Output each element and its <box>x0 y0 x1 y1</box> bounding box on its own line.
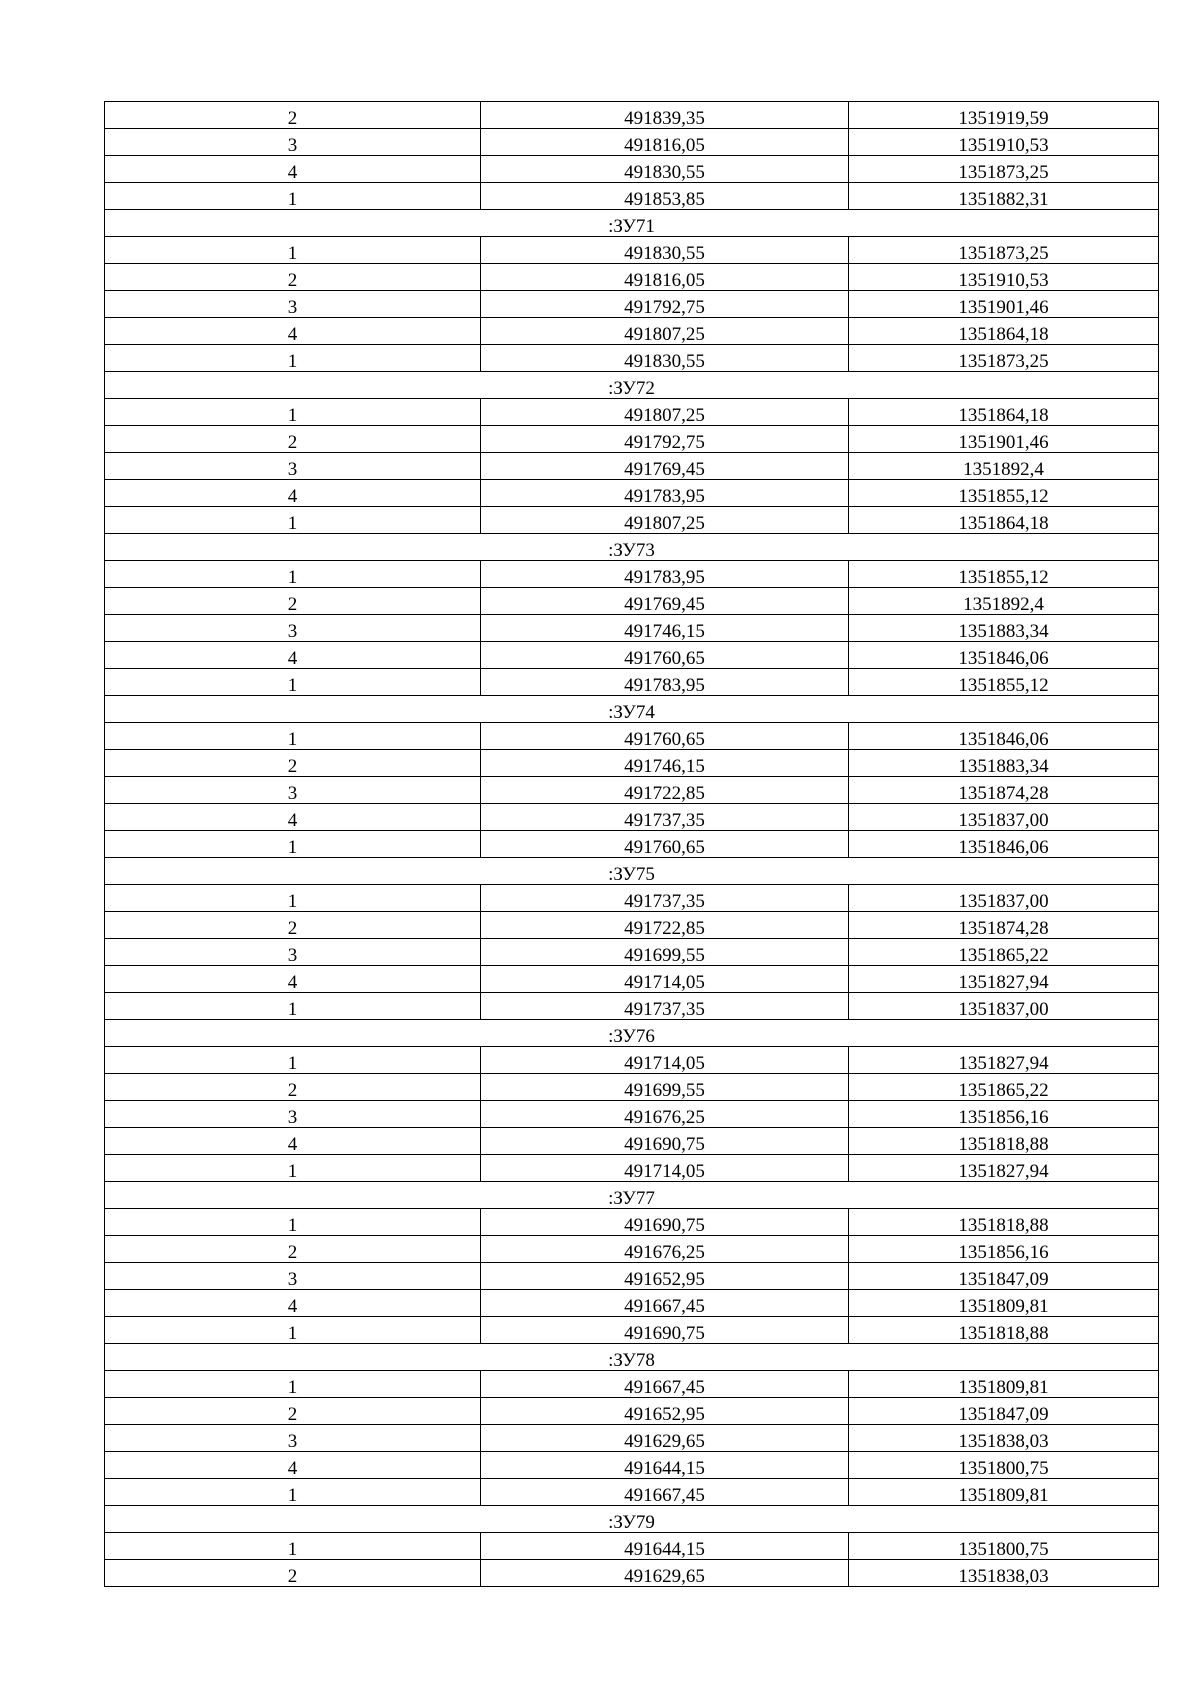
y-coordinate-cell: 1351846,06 <box>849 723 1159 750</box>
table-row <box>105 1398 1159 1425</box>
table-row <box>105 1290 1159 1317</box>
point-number-cell: 2 <box>105 264 481 291</box>
y-coordinate-cell: 1351838,03 <box>849 1560 1159 1587</box>
table-row <box>105 1236 1159 1263</box>
x-coordinate-cell: 491690,75 <box>481 1209 849 1236</box>
table-row <box>105 723 1159 750</box>
x-coordinate-cell: 491676,25 <box>481 1101 849 1128</box>
x-coordinate-cell: 491760,65 <box>481 723 849 750</box>
point-number-cell: 3 <box>105 939 481 966</box>
x-coordinate-cell: 491760,65 <box>481 642 849 669</box>
x-coordinate-cell: 491769,45 <box>481 453 849 480</box>
table-row <box>105 1452 1159 1479</box>
y-coordinate-cell: 1351864,18 <box>849 507 1159 534</box>
coordinates-table-body <box>105 102 1159 1587</box>
x-coordinate-cell: 491746,15 <box>481 615 849 642</box>
point-number-cell: 2 <box>105 912 481 939</box>
point-number-cell: 4 <box>105 804 481 831</box>
y-coordinate-cell: 1351818,88 <box>849 1128 1159 1155</box>
x-coordinate-cell: 491830,55 <box>481 156 849 183</box>
point-number-cell: 1 <box>105 183 481 210</box>
table-row <box>105 399 1159 426</box>
y-coordinate-cell: 1351874,28 <box>849 912 1159 939</box>
x-coordinate-cell: 491760,65 <box>481 831 849 858</box>
table-row <box>105 885 1159 912</box>
table-row <box>105 561 1159 588</box>
point-number-cell: 3 <box>105 453 481 480</box>
y-coordinate-cell: 1351910,53 <box>849 129 1159 156</box>
x-coordinate-cell: 491853,85 <box>481 183 849 210</box>
parcel-label: :ЗУ76 <box>105 1020 1159 1047</box>
y-coordinate-cell: 1351856,16 <box>849 1236 1159 1263</box>
x-coordinate-cell: 491839,35 <box>481 102 849 129</box>
x-coordinate-cell: 491644,15 <box>481 1533 849 1560</box>
point-number-cell: 1 <box>105 561 481 588</box>
y-coordinate-cell: 1351827,94 <box>849 1047 1159 1074</box>
y-coordinate-cell: 1351919,59 <box>849 102 1159 129</box>
y-coordinate-cell: 1351855,12 <box>849 669 1159 696</box>
point-number-cell: 1 <box>105 1371 481 1398</box>
x-coordinate-cell: 491714,05 <box>481 1047 849 1074</box>
table-row <box>105 966 1159 993</box>
point-number-cell: 1 <box>105 237 481 264</box>
table-row <box>105 183 1159 210</box>
section-header-row <box>105 858 1159 885</box>
x-coordinate-cell: 491746,15 <box>481 750 849 777</box>
y-coordinate-cell: 1351818,88 <box>849 1317 1159 1344</box>
point-number-cell: 1 <box>105 399 481 426</box>
point-number-cell: 1 <box>105 723 481 750</box>
x-coordinate-cell: 491737,35 <box>481 885 849 912</box>
table-row <box>105 1128 1159 1155</box>
point-number-cell: 1 <box>105 1317 481 1344</box>
x-coordinate-cell: 491699,55 <box>481 1074 849 1101</box>
point-number-cell: 1 <box>105 885 481 912</box>
point-number-cell: 2 <box>105 426 481 453</box>
point-number-cell: 4 <box>105 1290 481 1317</box>
section-header-row <box>105 534 1159 561</box>
table-row <box>105 1317 1159 1344</box>
x-coordinate-cell: 491807,25 <box>481 399 849 426</box>
parcel-label: :ЗУ79 <box>105 1506 1159 1533</box>
x-coordinate-cell: 491667,45 <box>481 1371 849 1398</box>
point-number-cell: 3 <box>105 777 481 804</box>
section-header-row <box>105 1506 1159 1533</box>
table-row <box>105 939 1159 966</box>
table-row <box>105 1560 1159 1587</box>
x-coordinate-cell: 491807,25 <box>481 318 849 345</box>
y-coordinate-cell: 1351883,34 <box>849 615 1159 642</box>
table-row <box>105 480 1159 507</box>
y-coordinate-cell: 1351846,06 <box>849 642 1159 669</box>
parcel-label: :ЗУ75 <box>105 858 1159 885</box>
x-coordinate-cell: 491792,75 <box>481 291 849 318</box>
x-coordinate-cell: 491629,65 <box>481 1560 849 1587</box>
table-row <box>105 426 1159 453</box>
y-coordinate-cell: 1351837,00 <box>849 804 1159 831</box>
y-coordinate-cell: 1351873,25 <box>849 156 1159 183</box>
point-number-cell: 1 <box>105 1533 481 1560</box>
point-number-cell: 2 <box>105 102 481 129</box>
y-coordinate-cell: 1351873,25 <box>849 237 1159 264</box>
y-coordinate-cell: 1351865,22 <box>849 939 1159 966</box>
section-header-row <box>105 1344 1159 1371</box>
y-coordinate-cell: 1351864,18 <box>849 399 1159 426</box>
section-header-row <box>105 1182 1159 1209</box>
section-header-row <box>105 696 1159 723</box>
x-coordinate-cell: 491737,35 <box>481 993 849 1020</box>
table-row <box>105 507 1159 534</box>
y-coordinate-cell: 1351847,09 <box>849 1263 1159 1290</box>
point-number-cell: 1 <box>105 831 481 858</box>
x-coordinate-cell: 491783,95 <box>481 480 849 507</box>
x-coordinate-cell: 491652,95 <box>481 1398 849 1425</box>
section-header-row <box>105 1020 1159 1047</box>
parcel-label: :ЗУ71 <box>105 210 1159 237</box>
y-coordinate-cell: 1351837,00 <box>849 885 1159 912</box>
x-coordinate-cell: 491690,75 <box>481 1128 849 1155</box>
x-coordinate-cell: 491783,95 <box>481 669 849 696</box>
y-coordinate-cell: 1351892,4 <box>849 588 1159 615</box>
table-row <box>105 831 1159 858</box>
parcel-label: :ЗУ77 <box>105 1182 1159 1209</box>
point-number-cell: 1 <box>105 1047 481 1074</box>
point-number-cell: 1 <box>105 507 481 534</box>
table-row <box>105 1533 1159 1560</box>
y-coordinate-cell: 1351809,81 <box>849 1290 1159 1317</box>
x-coordinate-cell: 491667,45 <box>481 1290 849 1317</box>
point-number-cell: 4 <box>105 642 481 669</box>
y-coordinate-cell: 1351873,25 <box>849 345 1159 372</box>
point-number-cell: 2 <box>105 1074 481 1101</box>
table-row <box>105 750 1159 777</box>
y-coordinate-cell: 1351901,46 <box>849 291 1159 318</box>
point-number-cell: 1 <box>105 345 481 372</box>
table-row <box>105 777 1159 804</box>
y-coordinate-cell: 1351809,81 <box>849 1371 1159 1398</box>
table-row <box>105 1209 1159 1236</box>
parcel-label: :ЗУ78 <box>105 1344 1159 1371</box>
x-coordinate-cell: 491816,05 <box>481 264 849 291</box>
point-number-cell: 4 <box>105 156 481 183</box>
y-coordinate-cell: 1351910,53 <box>849 264 1159 291</box>
table-row <box>105 291 1159 318</box>
table-row <box>105 642 1159 669</box>
x-coordinate-cell: 491807,25 <box>481 507 849 534</box>
x-coordinate-cell: 491714,05 <box>481 1155 849 1182</box>
point-number-cell: 3 <box>105 291 481 318</box>
coordinates-table <box>104 101 1159 1587</box>
table-row <box>105 129 1159 156</box>
y-coordinate-cell: 1351838,03 <box>849 1425 1159 1452</box>
point-number-cell: 3 <box>105 615 481 642</box>
point-number-cell: 1 <box>105 1155 481 1182</box>
table-row <box>105 615 1159 642</box>
point-number-cell: 4 <box>105 480 481 507</box>
table-row <box>105 264 1159 291</box>
point-number-cell: 1 <box>105 669 481 696</box>
table-row <box>105 1263 1159 1290</box>
y-coordinate-cell: 1351883,34 <box>849 750 1159 777</box>
x-coordinate-cell: 491783,95 <box>481 561 849 588</box>
table-row <box>105 1425 1159 1452</box>
section-header-row <box>105 372 1159 399</box>
point-number-cell: 1 <box>105 1209 481 1236</box>
point-number-cell: 2 <box>105 750 481 777</box>
y-coordinate-cell: 1351847,09 <box>849 1398 1159 1425</box>
table-row <box>105 1074 1159 1101</box>
point-number-cell: 4 <box>105 1452 481 1479</box>
y-coordinate-cell: 1351827,94 <box>849 966 1159 993</box>
y-coordinate-cell: 1351837,00 <box>849 993 1159 1020</box>
point-number-cell: 2 <box>105 1560 481 1587</box>
table-row <box>105 237 1159 264</box>
y-coordinate-cell: 1351856,16 <box>849 1101 1159 1128</box>
table-row <box>105 345 1159 372</box>
x-coordinate-cell: 491667,45 <box>481 1479 849 1506</box>
point-number-cell: 4 <box>105 318 481 345</box>
y-coordinate-cell: 1351882,31 <box>849 183 1159 210</box>
y-coordinate-cell: 1351846,06 <box>849 831 1159 858</box>
y-coordinate-cell: 1351892,4 <box>849 453 1159 480</box>
point-number-cell: 4 <box>105 1128 481 1155</box>
point-number-cell: 1 <box>105 1479 481 1506</box>
x-coordinate-cell: 491690,75 <box>481 1317 849 1344</box>
table-row <box>105 318 1159 345</box>
table-row <box>105 1479 1159 1506</box>
x-coordinate-cell: 491644,15 <box>481 1452 849 1479</box>
x-coordinate-cell: 491629,65 <box>481 1425 849 1452</box>
x-coordinate-cell: 491816,05 <box>481 129 849 156</box>
table-row <box>105 804 1159 831</box>
point-number-cell: 3 <box>105 1263 481 1290</box>
y-coordinate-cell: 1351874,28 <box>849 777 1159 804</box>
table-row <box>105 588 1159 615</box>
y-coordinate-cell: 1351800,75 <box>849 1452 1159 1479</box>
x-coordinate-cell: 491737,35 <box>481 804 849 831</box>
point-number-cell: 1 <box>105 993 481 1020</box>
y-coordinate-cell: 1351901,46 <box>849 426 1159 453</box>
y-coordinate-cell: 1351809,81 <box>849 1479 1159 1506</box>
parcel-label: :ЗУ73 <box>105 534 1159 561</box>
x-coordinate-cell: 491714,05 <box>481 966 849 993</box>
x-coordinate-cell: 491769,45 <box>481 588 849 615</box>
y-coordinate-cell: 1351827,94 <box>849 1155 1159 1182</box>
y-coordinate-cell: 1351855,12 <box>849 561 1159 588</box>
table-row <box>105 453 1159 480</box>
point-number-cell: 3 <box>105 1101 481 1128</box>
y-coordinate-cell: 1351855,12 <box>849 480 1159 507</box>
y-coordinate-cell: 1351865,22 <box>849 1074 1159 1101</box>
table-row <box>105 993 1159 1020</box>
parcel-label: :ЗУ72 <box>105 372 1159 399</box>
point-number-cell: 3 <box>105 1425 481 1452</box>
table-row <box>105 102 1159 129</box>
x-coordinate-cell: 491652,95 <box>481 1263 849 1290</box>
table-row <box>105 669 1159 696</box>
parcel-label: :ЗУ74 <box>105 696 1159 723</box>
x-coordinate-cell: 491792,75 <box>481 426 849 453</box>
x-coordinate-cell: 491830,55 <box>481 345 849 372</box>
x-coordinate-cell: 491699,55 <box>481 939 849 966</box>
section-header-row <box>105 210 1159 237</box>
point-number-cell: 2 <box>105 1398 481 1425</box>
table-row <box>105 912 1159 939</box>
table-row <box>105 1371 1159 1398</box>
x-coordinate-cell: 491722,85 <box>481 912 849 939</box>
y-coordinate-cell: 1351818,88 <box>849 1209 1159 1236</box>
table-row <box>105 1155 1159 1182</box>
point-number-cell: 2 <box>105 588 481 615</box>
table-row <box>105 1101 1159 1128</box>
y-coordinate-cell: 1351864,18 <box>849 318 1159 345</box>
table-row <box>105 156 1159 183</box>
table-row <box>105 1047 1159 1074</box>
point-number-cell: 3 <box>105 129 481 156</box>
y-coordinate-cell: 1351800,75 <box>849 1533 1159 1560</box>
point-number-cell: 4 <box>105 966 481 993</box>
point-number-cell: 2 <box>105 1236 481 1263</box>
x-coordinate-cell: 491676,25 <box>481 1236 849 1263</box>
x-coordinate-cell: 491722,85 <box>481 777 849 804</box>
x-coordinate-cell: 491830,55 <box>481 237 849 264</box>
